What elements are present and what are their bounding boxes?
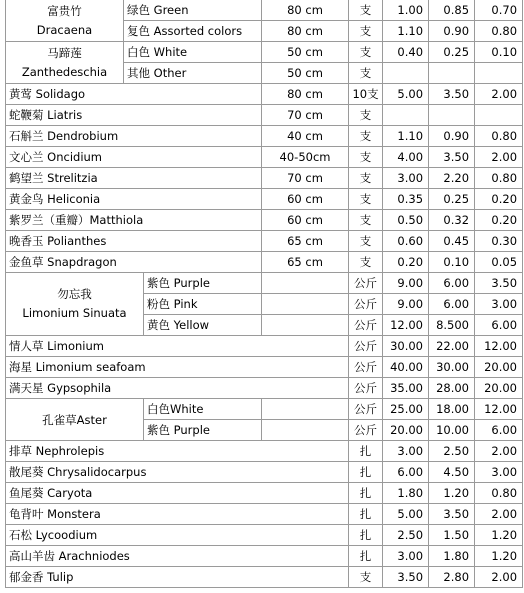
- price-2-cell: 6.00: [429, 273, 475, 294]
- length-cell: [262, 294, 349, 315]
- unit-cell: 支: [349, 168, 383, 189]
- price-1-cell: 3.00: [383, 546, 429, 567]
- variety-cell: 白色 White: [124, 42, 262, 63]
- product-name-cell: 龟背叶 Monstera: [6, 504, 349, 525]
- price-3-cell: 2.00: [475, 567, 523, 588]
- price-3-cell: 20.00: [475, 378, 523, 399]
- table-row: [6, 126, 523, 147]
- unit-cell: 扎: [349, 504, 383, 525]
- price-1-cell: 0.20: [383, 252, 429, 273]
- price-2-cell: 18.00: [429, 399, 475, 420]
- variety-cell: 其他 Other: [124, 63, 262, 84]
- price-1-cell: 2.50: [383, 525, 429, 546]
- price-3-cell: 0.10: [475, 42, 523, 63]
- product-name-cell: 满天星 Gypsophila: [6, 378, 349, 399]
- price-2-cell: 0.45: [429, 231, 475, 252]
- length-cell: 80 cm: [262, 84, 349, 105]
- unit-cell: 支: [349, 189, 383, 210]
- price-3-cell: [475, 105, 523, 126]
- unit-cell: 支: [349, 0, 383, 21]
- price-1-cell: 12.00: [383, 315, 429, 336]
- unit-cell: 扎: [349, 525, 383, 546]
- price-2-cell: 22.00: [429, 336, 475, 357]
- unit-cell: 公斤: [349, 315, 383, 336]
- price-2-cell: 4.50: [429, 462, 475, 483]
- price-3-cell: 6.00: [475, 315, 523, 336]
- price-3-cell: 12.00: [475, 336, 523, 357]
- price-2-cell: 2.50: [429, 441, 475, 462]
- price-1-cell: 0.35: [383, 189, 429, 210]
- table-row: [6, 357, 523, 378]
- unit-cell: 支: [349, 126, 383, 147]
- price-2-cell: 3.50: [429, 147, 475, 168]
- price-1-cell: 1.10: [383, 126, 429, 147]
- price-3-cell: 2.00: [475, 147, 523, 168]
- table-row: [6, 567, 523, 588]
- table-row: [6, 273, 523, 294]
- unit-cell: 支: [349, 210, 383, 231]
- table-row: [6, 105, 523, 126]
- price-1-cell: 3.50: [383, 567, 429, 588]
- unit-cell: 扎: [349, 462, 383, 483]
- price-1-cell: 5.00: [383, 84, 429, 105]
- price-3-cell: 0.30: [475, 231, 523, 252]
- price-2-cell: 8.500: [429, 315, 475, 336]
- price-1-cell: 4.00: [383, 147, 429, 168]
- price-2-cell: 0.90: [429, 21, 475, 42]
- price-3-cell: 2.00: [475, 441, 523, 462]
- length-cell: 40 cm: [262, 126, 349, 147]
- length-cell: 60 cm: [262, 189, 349, 210]
- unit-cell: 扎: [349, 546, 383, 567]
- price-2-cell: [429, 63, 475, 84]
- price-3-cell: 1.20: [475, 525, 523, 546]
- unit-cell: 公斤: [349, 420, 383, 441]
- table-row: [6, 252, 523, 273]
- product-name-cell: 鹤望兰 Strelitzia: [6, 168, 262, 189]
- length-cell: [262, 399, 349, 420]
- price-1-cell: 20.00: [383, 420, 429, 441]
- product-name-cell: 石松 Lycoodium: [6, 525, 349, 546]
- price-3-cell: 6.00: [475, 420, 523, 441]
- price-3-cell: 3.50: [475, 273, 523, 294]
- price-1-cell: 0.40: [383, 42, 429, 63]
- price-2-cell: 1.50: [429, 525, 475, 546]
- price-3-cell: 0.80: [475, 126, 523, 147]
- variety-cell: 绿色 Green: [124, 0, 262, 21]
- table-row: [6, 147, 523, 168]
- price-1-cell: 6.00: [383, 462, 429, 483]
- length-cell: [262, 273, 349, 294]
- price-1-cell: [383, 63, 429, 84]
- price-1-cell: 9.00: [383, 273, 429, 294]
- variety-cell: 复色 Assorted colors: [124, 21, 262, 42]
- unit-cell: 支: [349, 105, 383, 126]
- table-row: [6, 378, 523, 399]
- table-row: [6, 336, 523, 357]
- variety-cell: 白色White: [144, 399, 262, 420]
- product-name-cell: 黄莺 Solidago: [6, 84, 262, 105]
- price-1-cell: 35.00: [383, 378, 429, 399]
- table-row: [6, 525, 523, 546]
- price-3-cell: 12.00: [475, 399, 523, 420]
- unit-cell: 支: [349, 42, 383, 63]
- variety-cell: 粉色 Pink: [144, 294, 262, 315]
- price-2-cell: 0.25: [429, 189, 475, 210]
- price-2-cell: 28.00: [429, 378, 475, 399]
- unit-cell: 公斤: [349, 273, 383, 294]
- price-2-cell: 30.00: [429, 357, 475, 378]
- product-name-cell: 郁金香 Tulip: [6, 567, 349, 588]
- variety-cell: 黄色 Yellow: [144, 315, 262, 336]
- price-2-cell: [429, 105, 475, 126]
- table-row: [6, 84, 523, 105]
- table-row: [6, 42, 523, 63]
- unit-cell: 支: [349, 231, 383, 252]
- unit-cell: 支: [349, 252, 383, 273]
- price-1-cell: 0.50: [383, 210, 429, 231]
- length-cell: [262, 315, 349, 336]
- price-3-cell: 0.80: [475, 483, 523, 504]
- product-name-cell: 文心兰 Oncidium: [6, 147, 262, 168]
- length-cell: 70 cm: [262, 168, 349, 189]
- product-name-cell: 蛇鞭菊 Liatris: [6, 105, 262, 126]
- price-3-cell: 2.00: [475, 504, 523, 525]
- length-cell: 60 cm: [262, 210, 349, 231]
- table-row: [6, 462, 523, 483]
- price-3-cell: 3.00: [475, 294, 523, 315]
- price-2-cell: 0.85: [429, 0, 475, 21]
- product-name-cell: 晚香玉 Polianthes: [6, 231, 262, 252]
- unit-cell: 扎: [349, 483, 383, 504]
- table-row: [6, 210, 523, 231]
- price-1-cell: 1.10: [383, 21, 429, 42]
- price-1-cell: 3.00: [383, 168, 429, 189]
- product-name-cell: 散尾葵 Chrysalidocarpus: [6, 462, 349, 483]
- unit-cell: 公斤: [349, 399, 383, 420]
- price-1-cell: 9.00: [383, 294, 429, 315]
- price-2-cell: 0.10: [429, 252, 475, 273]
- unit-cell: 支: [349, 21, 383, 42]
- table-row: [6, 0, 523, 21]
- product-name-cell: 石斛兰 Dendrobium: [6, 126, 262, 147]
- length-cell: 80 cm: [262, 21, 349, 42]
- price-2-cell: 10.00: [429, 420, 475, 441]
- price-2-cell: 3.50: [429, 84, 475, 105]
- variety-cell: 紫色 Purple: [144, 273, 262, 294]
- product-name-cell: 情人草 Limonium: [6, 336, 349, 357]
- product-name-cell: 黄金鸟 Heliconia: [6, 189, 262, 210]
- product-name-cell: 排草 Nephrolepis: [6, 441, 349, 462]
- price-3-cell: 1.20: [475, 546, 523, 567]
- table-row: [6, 504, 523, 525]
- price-3-cell: 0.80: [475, 168, 523, 189]
- variety-cell: 紫色 Purple: [144, 420, 262, 441]
- price-2-cell: 1.80: [429, 546, 475, 567]
- table-row: [6, 231, 523, 252]
- length-cell: 50 cm: [262, 63, 349, 84]
- price-2-cell: 1.20: [429, 483, 475, 504]
- price-1-cell: 25.00: [383, 399, 429, 420]
- price-2-cell: 3.50: [429, 504, 475, 525]
- price-3-cell: 0.70: [475, 0, 523, 21]
- table-row: [6, 546, 523, 567]
- product-name-cell: 勿忘我 Limonium Sinuata: [6, 273, 144, 336]
- unit-cell: 公斤: [349, 378, 383, 399]
- price-3-cell: 0.80: [475, 21, 523, 42]
- product-name-cell: 紫罗兰（重瓣）Matthiola: [6, 210, 262, 231]
- length-cell: 65 cm: [262, 252, 349, 273]
- price-1-cell: 40.00: [383, 357, 429, 378]
- price-3-cell: 3.00: [475, 462, 523, 483]
- price-1-cell: 30.00: [383, 336, 429, 357]
- price-1-cell: 3.00: [383, 441, 429, 462]
- price-3-cell: 20.00: [475, 357, 523, 378]
- unit-cell: 公斤: [349, 357, 383, 378]
- table-row: [6, 483, 523, 504]
- product-name-cell: 高山羊齿 Arachniodes: [6, 546, 349, 567]
- price-2-cell: 2.20: [429, 168, 475, 189]
- table-row: [6, 189, 523, 210]
- length-cell: 40-50cm: [262, 147, 349, 168]
- price-3-cell: [475, 63, 523, 84]
- price-2-cell: 0.25: [429, 42, 475, 63]
- product-name-cell: 鱼尾葵 Caryota: [6, 483, 349, 504]
- table-row: [6, 399, 523, 420]
- length-cell: 80 cm: [262, 0, 349, 21]
- price-3-cell: 0.20: [475, 210, 523, 231]
- price-1-cell: 5.00: [383, 504, 429, 525]
- unit-cell: 支: [349, 147, 383, 168]
- length-cell: 50 cm: [262, 42, 349, 63]
- product-name-cell: 马蹄莲 Zanthedeschia: [6, 42, 124, 84]
- unit-cell: 支: [349, 567, 383, 588]
- price-2-cell: 0.90: [429, 126, 475, 147]
- unit-cell: 公斤: [349, 336, 383, 357]
- table-row: [6, 441, 523, 462]
- flower-price-table: [5, 0, 523, 588]
- unit-cell: 扎: [349, 441, 383, 462]
- product-name-cell: 孔雀草Aster: [6, 399, 144, 441]
- length-cell: [262, 420, 349, 441]
- price-2-cell: 0.32: [429, 210, 475, 231]
- product-name-cell: 富贵竹 Dracaena: [6, 0, 124, 42]
- price-3-cell: 0.20: [475, 189, 523, 210]
- price-1-cell: [383, 105, 429, 126]
- unit-cell: 10支: [349, 84, 383, 105]
- price-2-cell: 6.00: [429, 294, 475, 315]
- length-cell: 65 cm: [262, 231, 349, 252]
- unit-cell: 公斤: [349, 294, 383, 315]
- unit-cell: 支: [349, 63, 383, 84]
- product-name-cell: 金鱼草 Snapdragon: [6, 252, 262, 273]
- price-1-cell: 0.60: [383, 231, 429, 252]
- price-2-cell: 2.80: [429, 567, 475, 588]
- table-row: [6, 168, 523, 189]
- price-1-cell: 1.80: [383, 483, 429, 504]
- price-1-cell: 1.00: [383, 0, 429, 21]
- price-3-cell: 0.05: [475, 252, 523, 273]
- price-3-cell: 2.00: [475, 84, 523, 105]
- length-cell: 70 cm: [262, 105, 349, 126]
- product-name-cell: 海星 Limonium seafoam: [6, 357, 349, 378]
